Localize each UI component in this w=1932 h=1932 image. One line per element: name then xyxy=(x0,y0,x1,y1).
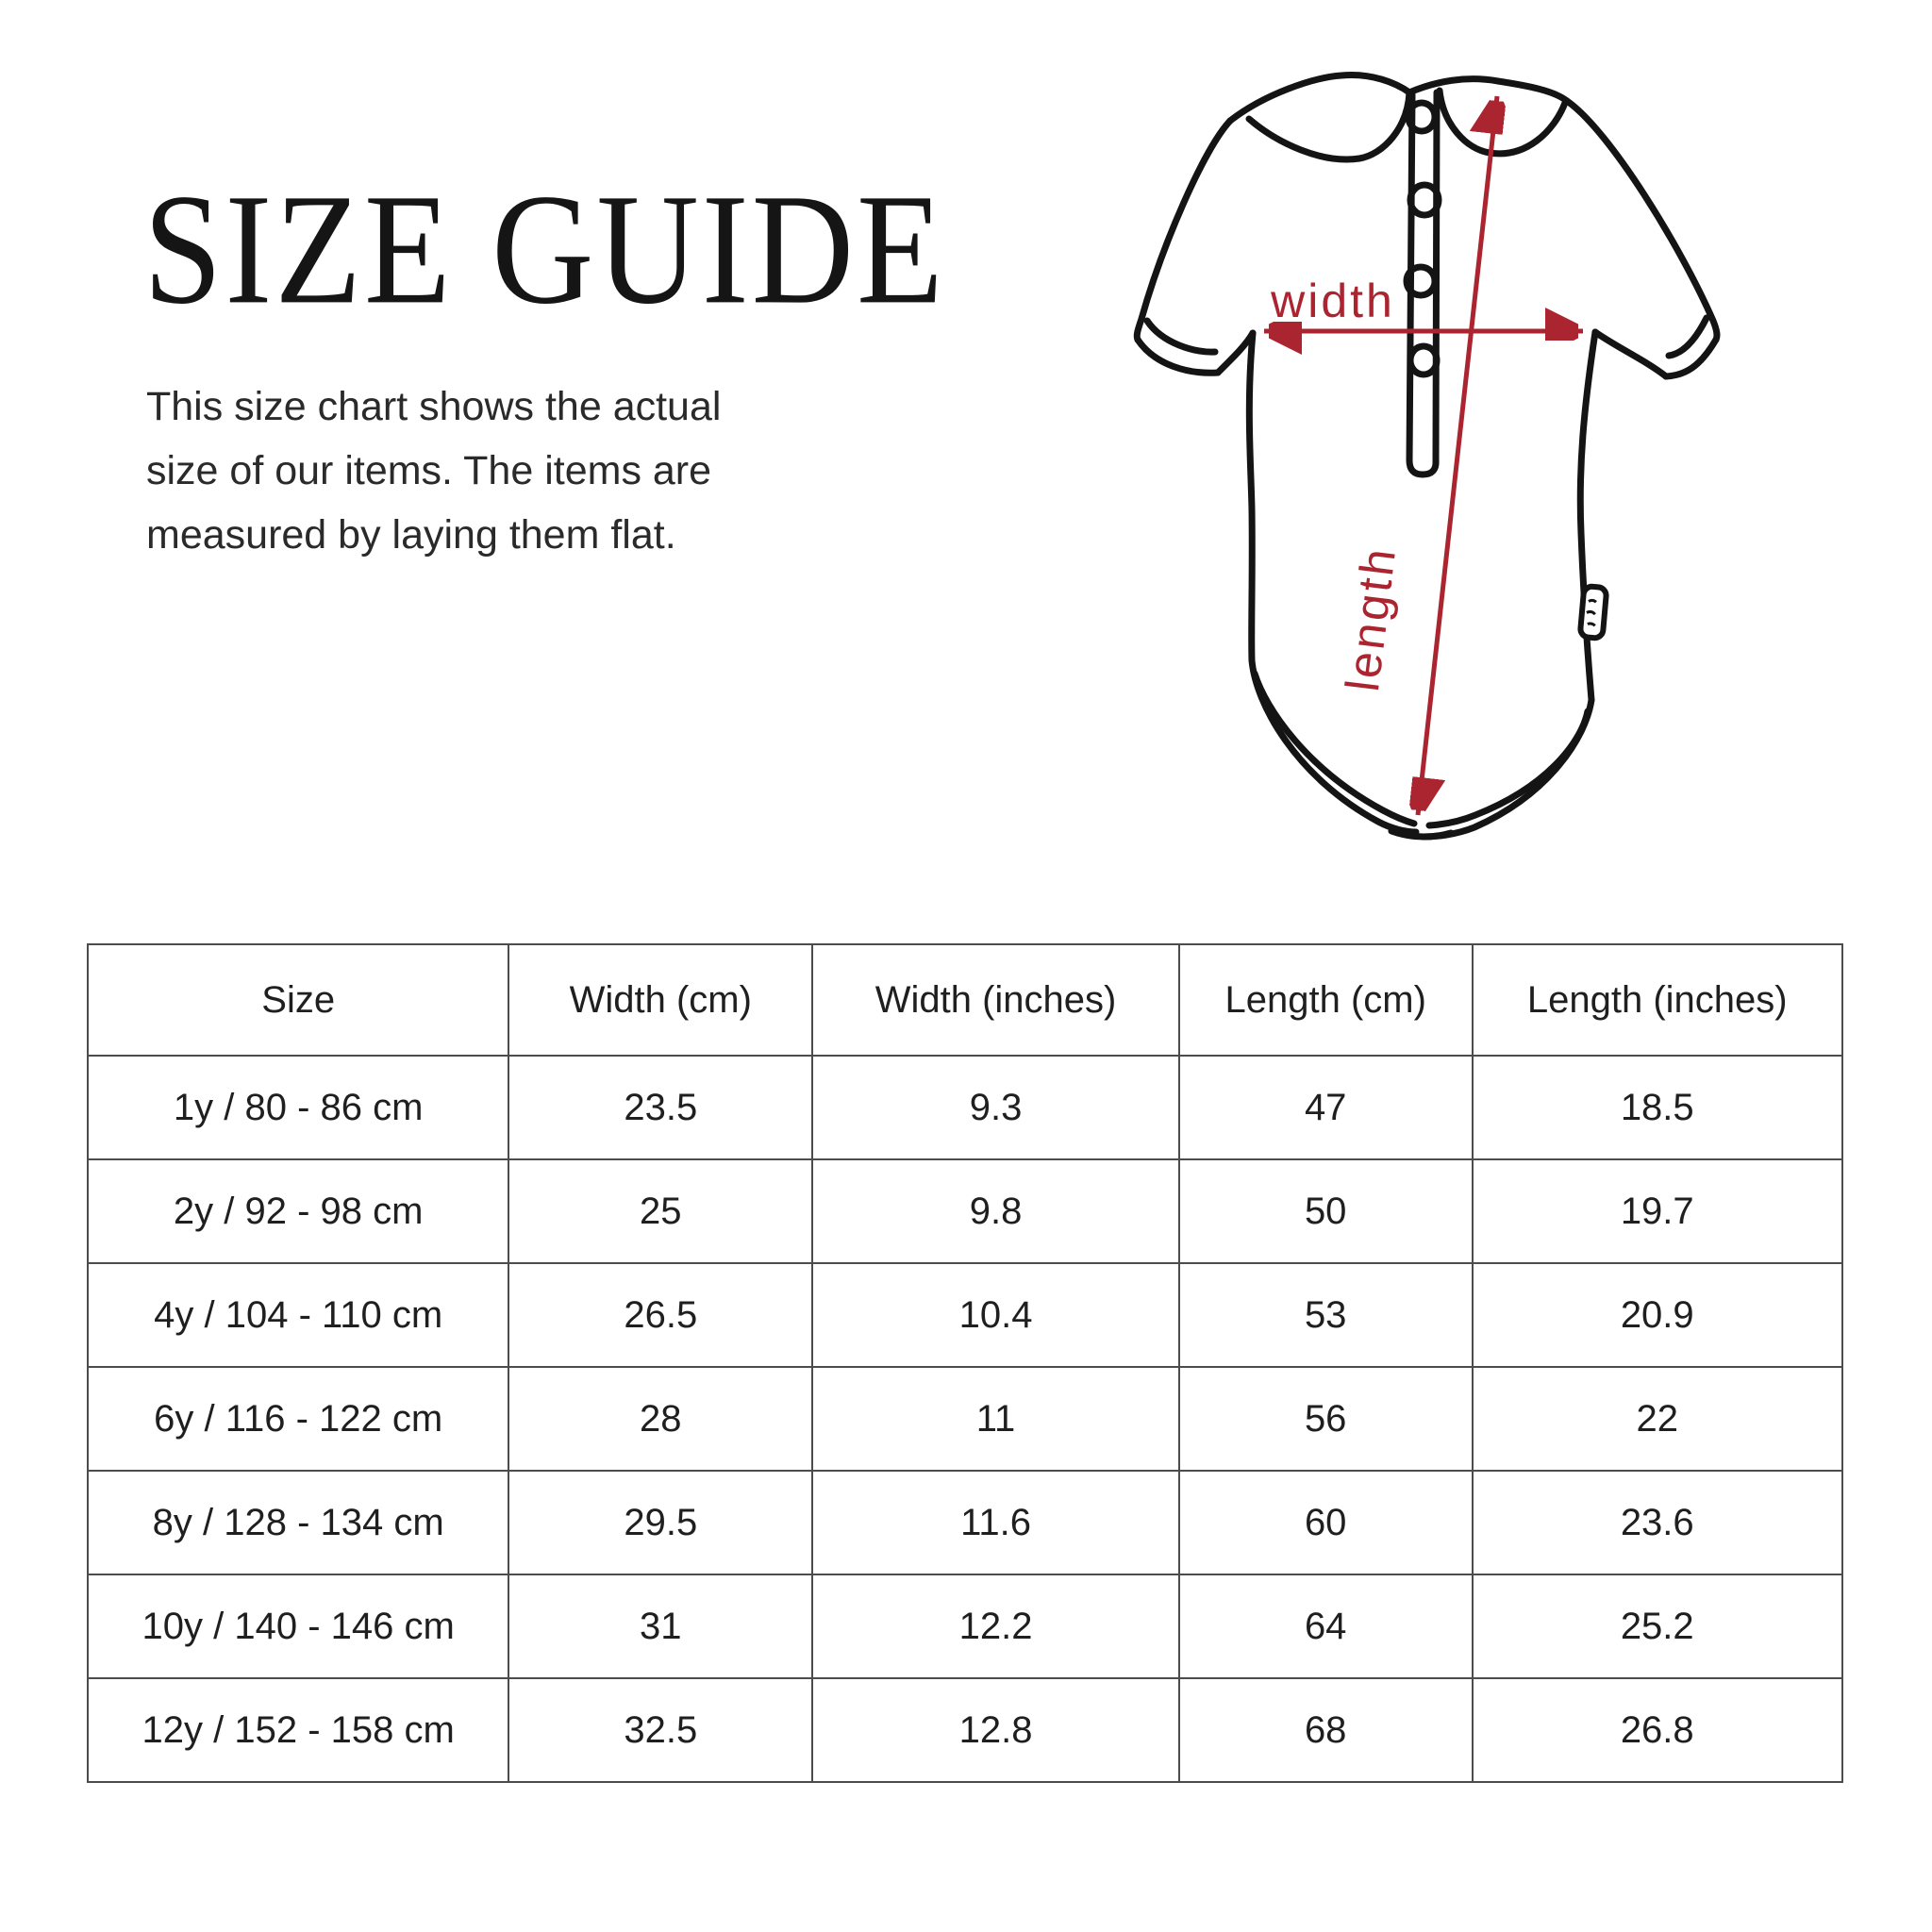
neckline xyxy=(1230,75,1567,121)
table-cell: 10y / 140 - 146 cm xyxy=(88,1574,508,1678)
table-cell: 12y / 152 - 158 cm xyxy=(88,1678,508,1782)
table-cell: 56 xyxy=(1179,1367,1473,1471)
table-cell: 12.2 xyxy=(812,1574,1179,1678)
table-cell: 50 xyxy=(1179,1159,1473,1263)
table-cell: 2y / 92 - 98 cm xyxy=(88,1159,508,1263)
table-row xyxy=(88,1574,1842,1678)
table-cell: 23.5 xyxy=(508,1056,812,1159)
table-row xyxy=(88,1159,1842,1263)
table-cell: 64 xyxy=(1179,1574,1473,1678)
body-side-left xyxy=(1249,333,1253,660)
table-cell: 31 xyxy=(508,1574,812,1678)
sleeve-left-cuff-seam xyxy=(1147,321,1215,352)
table-cell: 10.4 xyxy=(812,1263,1179,1367)
column-header: Length (inches) xyxy=(1473,944,1843,1056)
table-row xyxy=(88,1367,1842,1471)
sleeve-right-outer xyxy=(1567,101,1717,340)
table-cell: 26.8 xyxy=(1473,1678,1843,1782)
table-row xyxy=(88,1471,1842,1574)
length-arrow xyxy=(1418,96,1497,815)
table-cell: 32.5 xyxy=(508,1678,812,1782)
table-row xyxy=(88,1678,1842,1782)
collar-left xyxy=(1249,92,1409,159)
length-label: length xyxy=(1335,542,1407,694)
table-cell: 26.5 xyxy=(508,1263,812,1367)
column-header: Size xyxy=(88,944,508,1056)
bodysuit-illustration xyxy=(1066,38,1783,868)
table-cell: 11.6 xyxy=(812,1471,1179,1574)
table-cell: 20.9 xyxy=(1473,1263,1843,1367)
table-row xyxy=(88,1056,1842,1159)
table-header-row xyxy=(88,944,1842,1056)
table-cell: 12.8 xyxy=(812,1678,1179,1782)
column-header: Length (cm) xyxy=(1179,944,1473,1056)
leg-right-outer xyxy=(1424,700,1591,837)
table-cell: 25 xyxy=(508,1159,812,1263)
leg-left-outer xyxy=(1252,660,1416,832)
size-table xyxy=(87,943,1843,1783)
sleeve-right-inner xyxy=(1595,332,1666,376)
sleeve-left-outer xyxy=(1137,121,1230,340)
column-header: Width (inches) xyxy=(812,944,1179,1056)
brand-tag xyxy=(1580,586,1607,639)
table-cell: 25.2 xyxy=(1473,1574,1843,1678)
table-cell: 1y / 80 - 86 cm xyxy=(88,1056,508,1159)
body-side-right xyxy=(1580,332,1595,700)
table-cell: 18.5 xyxy=(1473,1056,1843,1159)
table-cell: 8y / 128 - 134 cm xyxy=(88,1471,508,1574)
table-cell: 9.3 xyxy=(812,1056,1179,1159)
leg-left-binding xyxy=(1255,674,1414,824)
page-title: SIZE GUIDE xyxy=(143,161,946,338)
table-cell: 19.7 xyxy=(1473,1159,1843,1263)
collar-right xyxy=(1440,91,1565,154)
table-cell: 60 xyxy=(1179,1471,1473,1574)
table-cell: 29.5 xyxy=(508,1471,812,1574)
page-description: This size chart shows the actual size of our items. The items are measured by laying them flat. xyxy=(146,384,722,558)
table-cell: 47 xyxy=(1179,1056,1473,1159)
crotch-bottom xyxy=(1391,831,1451,837)
table-cell: 68 xyxy=(1179,1678,1473,1782)
size-diagram xyxy=(1066,38,1783,868)
table-cell: 4y / 104 - 110 cm xyxy=(88,1263,508,1367)
column-header: Width (cm) xyxy=(508,944,812,1056)
table-cell: 22 xyxy=(1473,1367,1843,1471)
table-cell: 28 xyxy=(508,1367,812,1471)
table-cell: 53 xyxy=(1179,1263,1473,1367)
table-cell: 23.6 xyxy=(1473,1471,1843,1574)
table-cell: 9.8 xyxy=(812,1159,1179,1263)
table-cell: 11 xyxy=(812,1367,1179,1471)
table-row xyxy=(88,1263,1842,1367)
size-table-section xyxy=(87,943,1843,1783)
table-cell: 6y / 116 - 122 cm xyxy=(88,1367,508,1471)
sleeve-right-cuff-seam xyxy=(1669,318,1707,356)
width-label: width xyxy=(1271,275,1395,327)
